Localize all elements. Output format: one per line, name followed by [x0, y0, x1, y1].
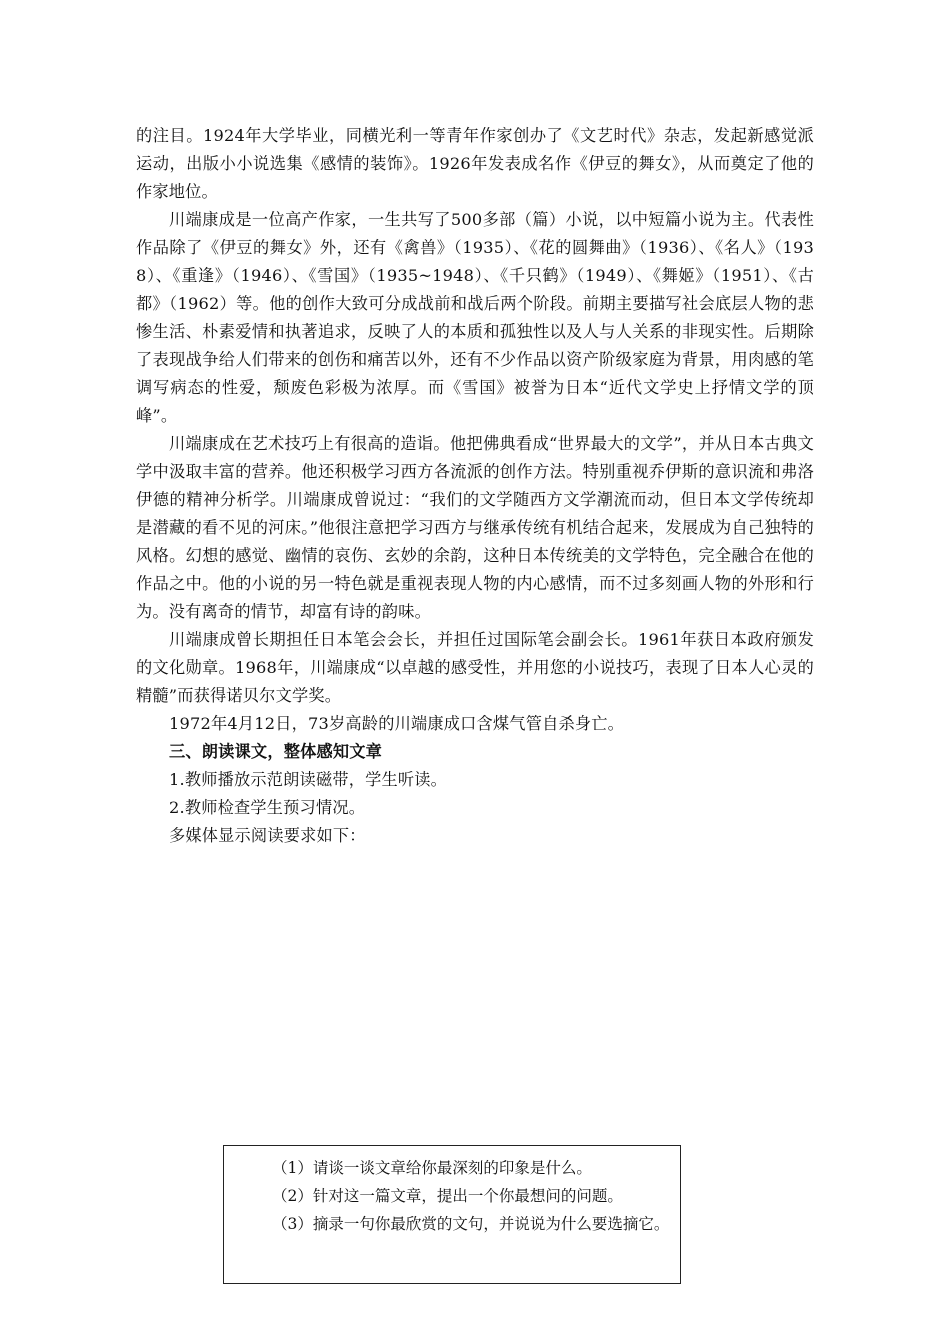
- paragraph-honors: 川端康成曾长期担任日本笔会会长，并担任过国际笔会副会长。1961年获日本政府颁发的文化勋章。1968年，川端康成“以卓越的感受性，并用您的小说技巧，表现了日本人心灵的精髓”而获得诺贝尔文学奖。: [136, 630, 814, 705]
- paragraph-works: 川端康成是一位高产作家，一生共写了500多部（篇）小说，以中短篇小说为主。代表性作品除了《伊豆的舞女》外，还有《禽兽》（1935）、《花的圆舞曲》（1936）、《名人》（1938）、《重逢》（1946）、《雪国》（1935~1948）、《千只鹤》（1949）、《舞姬》（1951）、《古都》（1962）等。他的创作大致可分成战前和战后两个阶段。前期主要描写社会底层人物的悲惨生活、朴素爱情和执著追求，反映了人的本质和孤独性以及人与人关系的非现实性。后期除了表现战争给人们带来的创伤和痛苦以外，还有不少作品以资产阶级家庭为背景，用肉感的笔调写病态的性爱，颓废色彩极为浓厚。而《雪国》被誉为日本“近代文学史上抒情文学的顶峰”。: [136, 210, 814, 425]
- paragraph-death: 1972年4月12日，73岁高龄的川端康成口含煤气管自杀身亡。: [169, 714, 625, 733]
- requirement-item: （3）摘录一句你最欣赏的文句，并说说为什么要选摘它。: [272, 1215, 670, 1233]
- requirement-item: （1）请谈一谈文章给你最深刻的印象是什么。: [272, 1159, 592, 1177]
- step-item: 1.教师播放示范朗读磁带，学生听读。: [169, 770, 448, 789]
- paragraph-career-start: 的注目。1924年大学毕业，同横光利一等青年作家创办了《文艺时代》杂志，发起新感觉派运动，出版小小说选集《感情的装饰》。1926年发表成名作《伊豆的舞女》，从而奠定了他的作家地位。: [136, 126, 814, 201]
- section-heading: 三、朗读课文，整体感知文章: [169, 742, 383, 761]
- multimedia-intro: 多媒体显示阅读要求如下：: [169, 826, 366, 845]
- reading-requirements-box: [223, 1145, 681, 1284]
- step-item: 2.教师检查学生预习情况。: [169, 798, 366, 817]
- requirement-item: （2）针对这一篇文章，提出一个你最想问的问题。: [272, 1187, 623, 1205]
- paragraph-artistry: 川端康成在艺术技巧上有很高的造诣。他把佛典看成“世界最大的文学”，并从日本古典文学中汲取丰富的营养。他还积极学习西方各流派的创作方法。特别重视乔伊斯的意识流和弗洛伊德的精神分析学。川端康成曾说过：“我们的文学随西方文学潮流而动，但日本文学传统却是潜藏的看不见的河床。”他很注意把学习西方与继承传统有机结合起来，发展成为自己独特的风格。幻想的感觉、幽情的哀伤、玄妙的余韵，这种日本传统美的文学特色，完全融合在他的作品之中。他的小说的另一特色就是重视表现人物的内心感情，而不过多刻画人物的外形和行为。没有离奇的情节，却富有诗的韵味。: [136, 434, 814, 621]
- document-body: [136, 122, 814, 850]
